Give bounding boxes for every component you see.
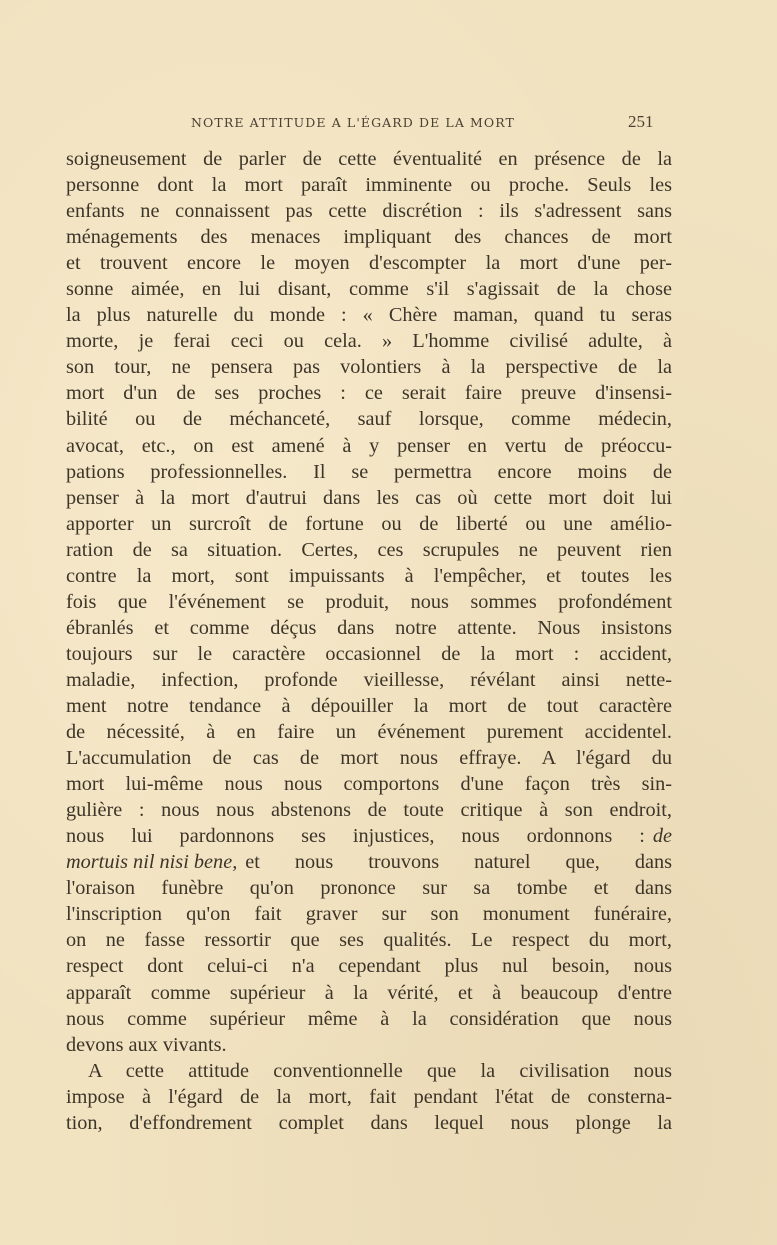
text-line: toujours sur le caractère occasionnel de la mort : accident, bbox=[66, 642, 672, 665]
text-line: l'inscription qu'on fait graver sur son monument funéraire, bbox=[66, 903, 672, 926]
text-span: et nous trouvons naturel que, dans bbox=[245, 851, 672, 874]
text-line: mort d'un de ses proches : ce serait faire preuve d'insensi- bbox=[66, 382, 672, 405]
text-line: respect dont celui-ci n'a cependant plus nul besoin, nous bbox=[66, 955, 672, 978]
text-line: personne dont la mort paraît imminente ou proche. Seuls les bbox=[66, 174, 672, 197]
text-line: apporter un surcroît de fortune ou de liberté ou une amélio- bbox=[66, 512, 672, 535]
text-line: fois que l'événement se produit, nous sommes profondément bbox=[66, 590, 672, 613]
text-span: nous lui pardonnons ses injustices, nous ordonnons : bbox=[66, 825, 645, 848]
text-line: tion, d'effondrement complet dans lequel nous plonge la bbox=[66, 1111, 672, 1134]
page-number: 251 bbox=[628, 112, 654, 131]
text-line: impose à l'égard de la mort, fait pendant l'état de consterna- bbox=[66, 1085, 672, 1108]
text-line: penser à la mort d'autrui dans les cas où cette mort doit lui bbox=[66, 486, 672, 509]
text-line: ration de sa situation. Certes, ces scrupules ne peuvent rien bbox=[66, 538, 672, 561]
running-header bbox=[0, 113, 777, 133]
text-line-with-italic bbox=[66, 823, 672, 849]
text-line: son tour, ne pensera pas volontiers à la perspective de la bbox=[66, 356, 672, 379]
text-line: ment notre tendance à dépouiller la mort de tout caractère bbox=[66, 694, 672, 717]
text-line: de nécessité, à en faire un événement purement accidentel. bbox=[66, 721, 672, 744]
latin-phrase-start: de bbox=[652, 825, 672, 848]
text-line: morte, je ferai ceci ou cela. » L'homme civilisé adulte, à bbox=[66, 330, 672, 353]
text-line: nous comme supérieur même à la considération que nous bbox=[66, 1007, 672, 1030]
text-line: l'oraison funèbre qu'on prononce sur sa tombe et dans bbox=[66, 877, 672, 900]
text-line-with-italic bbox=[66, 849, 672, 875]
text-line: bilité ou de méchanceté, sauf lorsque, comme médecin, bbox=[66, 408, 672, 431]
text-line: enfants ne connaissent pas cette discrétion : ils s'adressent sans bbox=[66, 200, 672, 223]
text-line: mort lui-même nous nous comportons d'une façon très sin- bbox=[66, 773, 672, 796]
text-line: on ne fasse ressortir que ses qualités. Le respect du mort, bbox=[66, 929, 672, 952]
text-line: L'accumulation de cas de mort nous effraye. A l'égard du bbox=[66, 747, 672, 770]
text-line: gulière : nous nous abstenons de toute critique à son endroit, bbox=[66, 799, 672, 822]
text-line-paragraph-start: A cette attitude conventionnelle que la civilisation nous bbox=[88, 1059, 672, 1082]
text-line: sonne aimée, en lui disant, comme s'il s'agissait de la chose bbox=[66, 278, 672, 301]
text-line: avocat, etc., on est amené à y penser en vertu de préoccu- bbox=[66, 434, 672, 457]
body-text bbox=[66, 146, 672, 1136]
text-line: soigneusement de parler de cette éventualité en présence de la bbox=[66, 148, 672, 170]
running-title: NOTRE ATTITUDE A L'ÉGARD DE LA MORT bbox=[191, 115, 515, 130]
text-line: et trouvent encore le moyen d'escompter la mort d'une per- bbox=[66, 252, 672, 275]
latin-phrase: mortuis nil nisi bene, bbox=[66, 851, 238, 874]
text-line: ménagements des menaces impliquant des chances de mort bbox=[66, 226, 672, 249]
text-line: pations professionnelles. Il se permettra encore moins de bbox=[66, 460, 672, 483]
text-line: ébranlés et comme déçus dans notre attente. Nous insistons bbox=[66, 616, 672, 639]
text-line: maladie, infection, profonde vieillesse, révélant ainsi nette- bbox=[66, 668, 672, 691]
text-line: contre la mort, sont impuissants à l'empêcher, et toutes les bbox=[66, 564, 672, 587]
text-line: la plus naturelle du monde : « Chère maman, quand tu seras bbox=[66, 304, 672, 327]
text-line: apparaît comme supérieur à la vérité, et à beaucoup d'entre bbox=[66, 981, 672, 1004]
text-line-paragraph-end: devons aux vivants. bbox=[66, 1033, 227, 1056]
